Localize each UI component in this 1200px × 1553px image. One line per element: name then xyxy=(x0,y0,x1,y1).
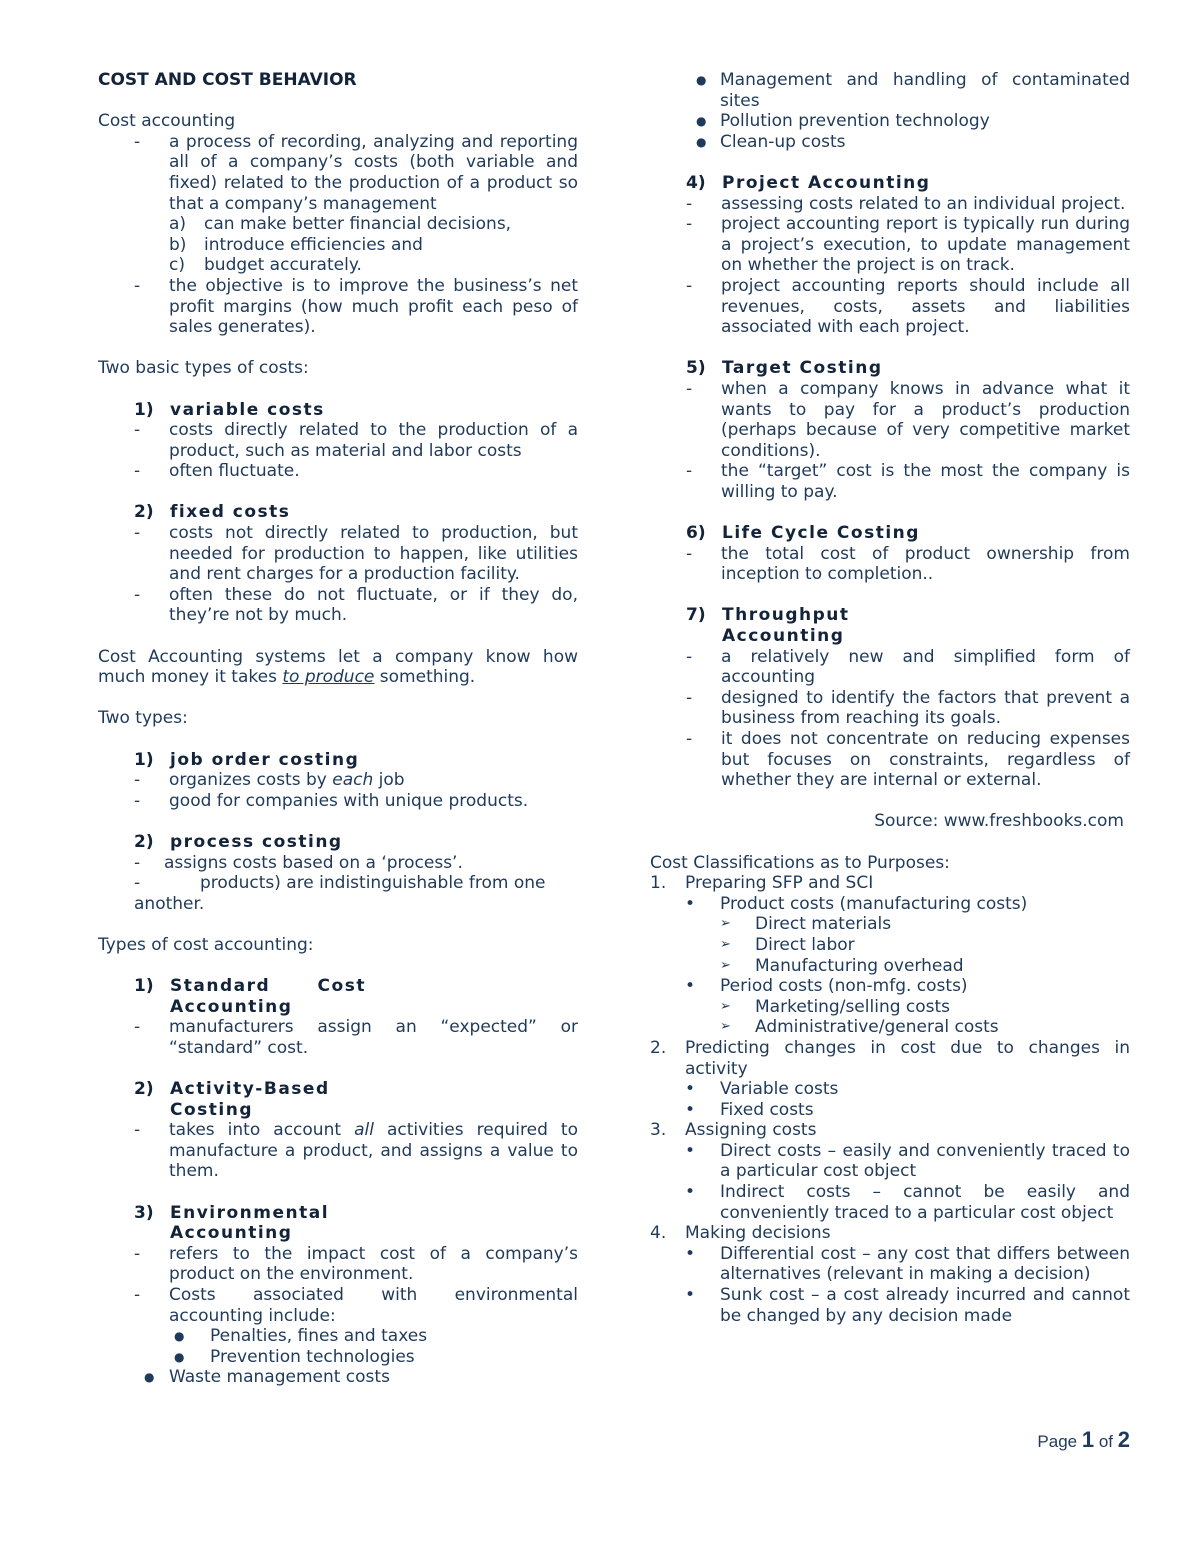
section-heading: 3) Environmental xyxy=(134,1202,330,1223)
section-heading: 7) Throughput xyxy=(686,605,850,626)
list-item: ● Pollution prevention technology xyxy=(696,111,990,132)
bullet-icon: ● xyxy=(174,1329,185,1344)
list-item: - organizes costs by each job xyxy=(134,770,405,791)
section-heading: 1) variable costs xyxy=(134,399,325,420)
list-item: - project accounting reports should include all revenues, costs, assets and liabilities associated with each project. xyxy=(686,275,1130,338)
section-heading: 2) Activity-Based xyxy=(134,1079,330,1100)
list-item: - good for companies with unique products. xyxy=(134,790,529,811)
list-item: - refers to the impact cost of a company’s product on the environment. xyxy=(134,1243,578,1285)
list-item: - manufacturers assign an “expected” or “standard” cost. xyxy=(134,1017,578,1058)
bullet-icon: ● xyxy=(144,1370,155,1385)
cost-accounting-label: Cost accounting xyxy=(98,111,236,132)
arrow-icon: ➢ xyxy=(720,998,731,1014)
numbered-item: 1. Preparing SFP and SCI xyxy=(650,873,874,894)
list-item: - often these do not fluctuate, or if they do, they’re not by much. xyxy=(134,584,578,626)
section-heading: 4) Project Accounting xyxy=(686,172,931,193)
arrow-icon: ➢ xyxy=(720,916,731,932)
numbered-item: 2. Predicting changes in cost due to changes in activity xyxy=(650,1037,1130,1079)
basic-types-label: Two basic types of costs: xyxy=(98,358,309,379)
list-item: • Sunk cost – a cost already incurred and cannot be changed by any decision made xyxy=(685,1285,1130,1326)
section-heading-line2: Accounting xyxy=(722,626,845,647)
list-item: - project accounting report is typically run during a project’s execution, to update management on whether the project is on track. xyxy=(686,214,1130,276)
right-column xyxy=(650,70,1130,1326)
list-item: - the objective is to improve the business’s net profit margins (how much profit each peso of sales generates). xyxy=(134,275,578,338)
bullet-icon: • xyxy=(685,1182,696,1203)
numbered-item: 3. Assigning costs xyxy=(650,1120,817,1141)
list-item: ➢ Manufacturing overhead xyxy=(720,955,964,976)
list-item: - costs not directly related to production, but needed for production to happen, like utilities and rent charges for a production facility. xyxy=(134,523,578,585)
two-types-label: Two types: xyxy=(98,708,188,729)
source-citation: Source: www.freshbooks.com xyxy=(874,811,1124,832)
list-item: • Variable costs xyxy=(685,1079,839,1100)
page-number: 1 xyxy=(1081,1427,1095,1452)
list-item: a) can make better financial decisions, xyxy=(169,214,512,235)
bullet-icon: • xyxy=(685,1140,696,1161)
bullet-icon: ● xyxy=(696,134,707,149)
section-heading: 2) process costing xyxy=(134,831,343,852)
section-heading: 2) fixed costs xyxy=(134,502,291,523)
list-item: ● Penalties, fines and taxes xyxy=(174,1326,428,1347)
list-item: ➢ Direct materials xyxy=(720,914,892,935)
document-title: COST AND COST BEHAVIOR xyxy=(98,70,357,90)
list-item: ● Waste management costs xyxy=(144,1367,390,1388)
list-item: b) introduce efficiencies and xyxy=(169,234,423,255)
bullet-icon: • xyxy=(685,1079,696,1100)
list-item: ● Clean-up costs xyxy=(696,131,846,152)
list-item-continuation: another. xyxy=(134,893,205,914)
list-item: • Differential cost – any cost that differs between alternatives (relevant in making a decision) xyxy=(685,1243,1130,1285)
list-item: - it does not concentrate on reducing expenses but focuses on constraints, regardless of whether they are internal or external. xyxy=(686,729,1130,791)
cost-systems-paragraph: Cost Accounting systems let a company know how much money it takes to produce something. xyxy=(98,646,578,688)
bullet-icon: ● xyxy=(696,73,707,87)
list-item: • Indirect costs – cannot be easily and conveniently traced to a particular cost object xyxy=(685,1182,1130,1223)
section-heading-line2: Accounting xyxy=(170,1223,293,1244)
bullet-icon: • xyxy=(685,1243,696,1264)
list-item: • Direct costs – easily and conveniently traced to a particular cost object xyxy=(685,1140,1130,1182)
left-column xyxy=(98,70,578,1388)
list-item: ➢ Marketing/selling costs xyxy=(720,996,951,1017)
list-item: • Product costs (manufacturing costs) xyxy=(685,893,1028,914)
list-item: - Costs associated with environmental accounting include: xyxy=(134,1285,578,1326)
page-footer: Page 1 of 2 xyxy=(1037,1427,1130,1452)
section-heading: 1) Standard Cost xyxy=(134,976,366,997)
section-heading: 1) job order costing xyxy=(134,749,360,770)
section-heading-line2: Accounting xyxy=(170,996,293,1017)
list-item: • Period costs (non-mfg. costs) xyxy=(685,976,968,997)
list-item: ➢ Direct labor xyxy=(720,934,855,955)
arrow-icon: ➢ xyxy=(720,1019,731,1035)
list-item: - often fluctuate. xyxy=(134,461,300,482)
list-item: c) budget accurately. xyxy=(169,255,362,276)
list-item: - the “target” cost is the most the company is willing to pay. xyxy=(686,461,1130,502)
page-total: 2 xyxy=(1117,1427,1130,1452)
bullet-icon: ● xyxy=(696,114,707,129)
section-heading: 5) Target Costing xyxy=(686,358,883,379)
list-item: - designed to identify the factors that prevent a business from reaching its goals. xyxy=(686,687,1130,729)
list-item: - assigns costs based on a ‘process’. xyxy=(134,852,463,873)
list-item: - the total cost of product ownership from inception to completion.. xyxy=(686,543,1130,585)
arrow-icon: ➢ xyxy=(720,936,731,952)
section-heading-line2: Costing xyxy=(170,1099,253,1120)
list-item: - when a company knows in advance what it wants to pay for a product’s production (perhaps because of very competitive market conditions). xyxy=(686,378,1130,461)
list-item: - assessing costs related to an individual project. xyxy=(686,193,1126,214)
list-item: ➢ Administrative/general costs xyxy=(720,1017,999,1038)
numbered-item: 4. Making decisions xyxy=(650,1223,831,1244)
bullet-icon: • xyxy=(685,893,696,914)
list-item: - a process of recording, analyzing and reporting all of a company’s costs (both variable and fixed) related to the production of a product so that a company’s management xyxy=(134,131,578,214)
list-item: ● Management and handling of contaminated sites xyxy=(696,70,1130,111)
types-label: Types of cost accounting: xyxy=(98,934,314,955)
bullet-icon: • xyxy=(685,1285,696,1306)
list-item: - costs directly related to the production of a product, such as material and labor costs xyxy=(134,420,578,461)
list-item: ● Prevention technologies xyxy=(174,1346,415,1367)
list-item: - a relatively new and simplified form of accounting xyxy=(686,646,1130,688)
bullet-icon: ● xyxy=(174,1349,185,1364)
list-item: - products) are indistinguishable from one xyxy=(134,873,546,894)
section-heading: 6) Life Cycle Costing xyxy=(686,523,920,544)
classifications-label: Cost Classifications as to Purposes: xyxy=(650,852,950,873)
list-item: - takes into account all activities required to manufacture a product, and assigns a value to them. xyxy=(134,1120,578,1182)
list-item: • Fixed costs xyxy=(685,1099,814,1120)
bullet-icon: • xyxy=(685,976,696,997)
bullet-icon: • xyxy=(685,1099,696,1120)
arrow-icon: ➢ xyxy=(720,957,731,973)
